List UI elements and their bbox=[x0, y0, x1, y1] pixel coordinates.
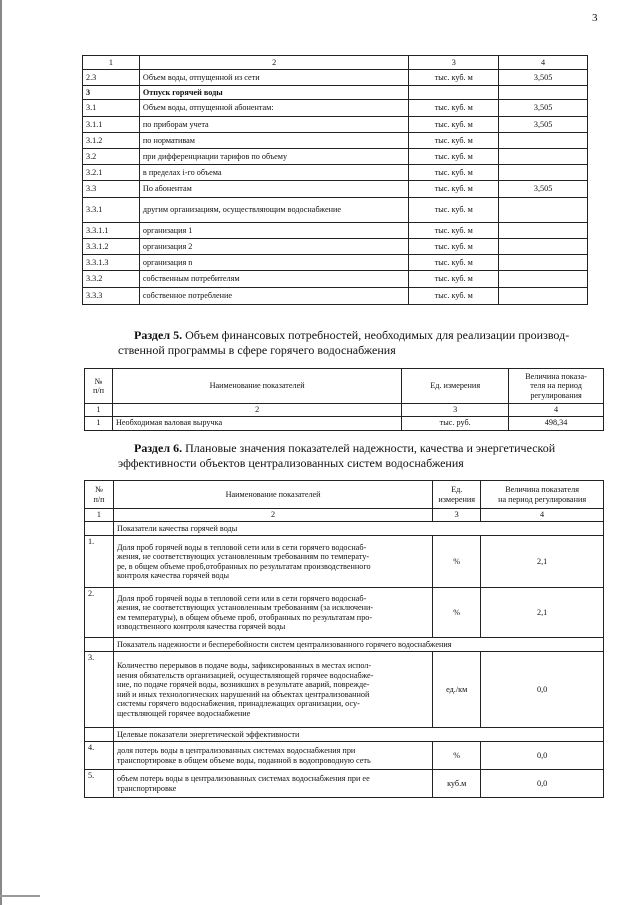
row-name: Объем воды, отпущенной из сети bbox=[139, 70, 408, 86]
table-row bbox=[83, 100, 588, 117]
row-name: Доля проб горячей воды в тепловой сети или в сети горячего водоснаб- жения, не соответствующих установленным требованиям по температу- ре, в общем объеме проб,отобранных по результатам производственного контроля качества горячей воды bbox=[113, 536, 432, 588]
row-unit: тыс. куб. м bbox=[409, 165, 499, 181]
row-unit: тыс. куб. м bbox=[409, 223, 499, 239]
row-num: 5. bbox=[85, 770, 114, 798]
row-num: 3.2 bbox=[83, 149, 140, 165]
section-6-heading-line2 bbox=[118, 456, 598, 470]
col-unit-header: Ед. измерения bbox=[433, 481, 481, 509]
row-value bbox=[499, 149, 588, 165]
group-label: Показатели качества горячей воды bbox=[113, 522, 603, 536]
row-unit: тыс. куб. м bbox=[409, 100, 499, 117]
section-5-heading-line2 bbox=[118, 343, 588, 357]
financial-needs-table bbox=[84, 368, 604, 431]
index-cell: 4 bbox=[481, 509, 604, 522]
table-index-row bbox=[85, 509, 604, 522]
balance-table bbox=[82, 55, 588, 305]
table-header-row bbox=[85, 481, 604, 509]
index-cell: 3 bbox=[409, 56, 499, 70]
balance-table-body bbox=[83, 56, 588, 305]
index-cell: 4 bbox=[509, 404, 604, 417]
index-cell: 1 bbox=[85, 404, 113, 417]
row-num: 1. bbox=[85, 536, 114, 588]
section-5-lead: Раздел 5. bbox=[134, 328, 183, 342]
section-6-title-line2: эффективности объектов централизованных систем водоснабжения bbox=[118, 456, 464, 470]
index-cell: 4 bbox=[499, 56, 588, 70]
table-row bbox=[85, 770, 604, 798]
row-name: доля потерь воды в централизованных системах водоснабжения при транспортировке в общем объеме воды, поданной в водопроводную сеть bbox=[113, 742, 432, 770]
row-unit: тыс. куб. м bbox=[409, 181, 499, 198]
scan-edge bbox=[0, 0, 2, 905]
indicators-table bbox=[84, 480, 604, 798]
section-6-title-line1: Плановые значения показателей надежности, качества и энергетической bbox=[182, 441, 556, 455]
row-name: Отпуск горячей воды bbox=[139, 86, 408, 100]
row-name: По абонентам bbox=[139, 181, 408, 198]
col-name-header: Наименование показателей bbox=[113, 481, 432, 509]
section-5-heading bbox=[134, 328, 604, 342]
row-num: 3 bbox=[83, 86, 140, 100]
table-row bbox=[83, 117, 588, 133]
section-5-title-line2: ственной программы в сфере горячего водоснабжения bbox=[118, 343, 396, 357]
row-unit: тыс. куб. м bbox=[409, 288, 499, 305]
row-unit: тыс. куб. м bbox=[409, 133, 499, 149]
col-num-header: № п/п bbox=[85, 369, 113, 404]
table-row bbox=[83, 165, 588, 181]
col-value-header: Величина показа- теля на период регулирования bbox=[509, 369, 604, 404]
row-value bbox=[499, 165, 588, 181]
row-name: при дифференциации тарифов по объему bbox=[139, 149, 408, 165]
row-num: 3.1.1 bbox=[83, 117, 140, 133]
row-value: 498,34 bbox=[509, 416, 604, 430]
row-unit bbox=[409, 86, 499, 100]
row-name: объем потерь воды в централизованных системах водоснабжения при ее транспортировке bbox=[113, 770, 432, 798]
row-num: 3.2.1 bbox=[83, 165, 140, 181]
table-row bbox=[83, 239, 588, 255]
empty-cell bbox=[85, 638, 114, 652]
row-num: 3.3.1 bbox=[83, 198, 140, 223]
table-row bbox=[83, 271, 588, 288]
group-row bbox=[85, 522, 604, 536]
group-row bbox=[85, 638, 604, 652]
row-num: 3.3.1.2 bbox=[83, 239, 140, 255]
group-label: Целевые показатели энергетической эффективности bbox=[113, 728, 603, 742]
index-cell: 1 bbox=[85, 509, 114, 522]
row-num: 2.3 bbox=[83, 70, 140, 86]
row-value: 0,0 bbox=[481, 770, 604, 798]
row-value bbox=[499, 288, 588, 305]
table-row bbox=[83, 181, 588, 198]
table-row bbox=[83, 133, 588, 149]
row-unit: куб.м bbox=[433, 770, 481, 798]
section-6-heading bbox=[134, 441, 614, 455]
col-name-header: Наименование показателей bbox=[112, 369, 401, 404]
row-name: собственным потребителям bbox=[139, 271, 408, 288]
row-value: 3,505 bbox=[499, 70, 588, 86]
row-name: организация 1 bbox=[139, 223, 408, 239]
empty-cell bbox=[85, 728, 114, 742]
row-unit: тыс. куб. м bbox=[409, 271, 499, 288]
table-row bbox=[85, 742, 604, 770]
index-cell: 2 bbox=[139, 56, 408, 70]
row-value: 3,505 bbox=[499, 100, 588, 117]
row-unit: тыс. руб. bbox=[402, 416, 509, 430]
table-row bbox=[83, 86, 588, 100]
group-row bbox=[85, 728, 604, 742]
row-value bbox=[499, 86, 588, 100]
group-label: Показатель надежности и бесперебойности систем централизованного горячего водоснабжения bbox=[113, 638, 603, 652]
table-row bbox=[85, 416, 604, 430]
row-unit: тыс. куб. м bbox=[409, 117, 499, 133]
row-unit: тыс. куб. м bbox=[409, 70, 499, 86]
page-number: 3 bbox=[592, 12, 598, 24]
row-value: 0,0 bbox=[481, 742, 604, 770]
table-row bbox=[85, 588, 604, 638]
row-num: 3.1 bbox=[83, 100, 140, 117]
row-unit: % bbox=[433, 588, 481, 638]
row-name: в пределах i-го объема bbox=[139, 165, 408, 181]
row-num: 4. bbox=[85, 742, 114, 770]
table-header-row bbox=[85, 369, 604, 404]
index-cell: 2 bbox=[113, 509, 432, 522]
index-cell: 3 bbox=[433, 509, 481, 522]
scan-mark bbox=[0, 895, 40, 897]
row-value bbox=[499, 133, 588, 149]
table-row bbox=[83, 149, 588, 165]
table-index-row bbox=[85, 404, 604, 417]
row-value bbox=[499, 239, 588, 255]
row-value bbox=[499, 223, 588, 239]
row-num: 3.3.1.3 bbox=[83, 255, 140, 271]
row-value bbox=[499, 271, 588, 288]
row-num: 2. bbox=[85, 588, 114, 638]
row-value: 0,0 bbox=[481, 652, 604, 728]
row-value: 2,1 bbox=[481, 588, 604, 638]
row-unit: ед./км bbox=[433, 652, 481, 728]
row-name: по нормативам bbox=[139, 133, 408, 149]
row-value bbox=[499, 255, 588, 271]
row-unit: % bbox=[433, 742, 481, 770]
row-num: 3.1.2 bbox=[83, 133, 140, 149]
row-name: Объем воды, отпущенной абонентам: bbox=[139, 100, 408, 117]
section-6-lead: Раздел 6. bbox=[134, 441, 183, 455]
row-value: 3,505 bbox=[499, 181, 588, 198]
row-value bbox=[499, 198, 588, 223]
row-num: 3.3 bbox=[83, 181, 140, 198]
row-name: организация 2 bbox=[139, 239, 408, 255]
row-name: Количество перерывов в подаче воды, зафиксированных в местах испол- нения обязательств организацией, осуществляющей горячее водоснабже- ние, по подаче горячей воды, возникших в результате аварий, поврежде- ний и иных технологических нарушений на объектах централизованной системы горячего водоснабжения, принадлежащих организации, осу- ществляющей горячее водоснабжение bbox=[113, 652, 432, 728]
row-num: 3. bbox=[85, 652, 114, 728]
row-value: 3,505 bbox=[499, 117, 588, 133]
table-row bbox=[83, 288, 588, 305]
table-row bbox=[83, 223, 588, 239]
row-unit: тыс. куб. м bbox=[409, 255, 499, 271]
row-num: 3.3.1.1 bbox=[83, 223, 140, 239]
table-row bbox=[85, 536, 604, 588]
row-name: Необходимая валовая выручка bbox=[112, 416, 401, 430]
table-row bbox=[83, 70, 588, 86]
row-name: собственное потребление bbox=[139, 288, 408, 305]
row-unit: % bbox=[433, 536, 481, 588]
row-num: 3.3.3 bbox=[83, 288, 140, 305]
section-5-title-line1: Объем финансовых потребностей, необходимых для реализации производ- bbox=[182, 328, 570, 342]
col-unit-header: Ед. измерения bbox=[402, 369, 509, 404]
row-unit: тыс. куб. м bbox=[409, 239, 499, 255]
col-num-header: № п/п bbox=[85, 481, 114, 509]
table-row bbox=[85, 652, 604, 728]
index-cell: 3 bbox=[402, 404, 509, 417]
row-num: 3.3.2 bbox=[83, 271, 140, 288]
index-cell: 2 bbox=[112, 404, 401, 417]
row-value: 2,1 bbox=[481, 536, 604, 588]
table-row bbox=[83, 198, 588, 223]
row-unit: тыс. куб. м bbox=[409, 198, 499, 223]
row-unit: тыс. куб. м bbox=[409, 149, 499, 165]
table-index-row bbox=[83, 56, 588, 70]
row-name: Доля проб горячей воды в тепловой сети или в сети горячего водоснаб- жения, не соответствующих установленным требованиям (за исключени- ем температуры), в общем объеме проб, отобранных по результатам про- изводственного контроля качества горячей воды bbox=[113, 588, 432, 638]
row-num: 1 bbox=[85, 416, 113, 430]
empty-cell bbox=[85, 522, 114, 536]
row-name: другим организациям, осуществляющим водоснабжение bbox=[139, 198, 408, 223]
index-cell: 1 bbox=[83, 56, 140, 70]
col-value-header: Величина показателя на период регулирования bbox=[481, 481, 604, 509]
table-row bbox=[83, 255, 588, 271]
row-name: по приборам учета bbox=[139, 117, 408, 133]
row-name: организация n bbox=[139, 255, 408, 271]
